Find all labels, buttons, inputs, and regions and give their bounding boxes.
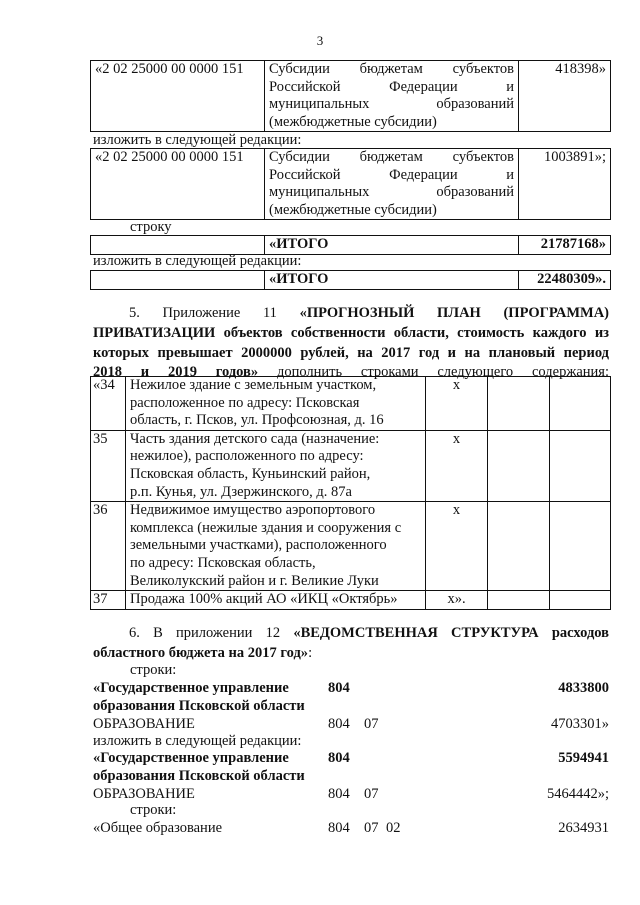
description-line: р.п. Кунья, ул. Дзержинского, д. 87а — [130, 483, 352, 500]
general-education-section: 07 — [364, 820, 379, 836]
dept-code: 804 — [328, 680, 350, 696]
total-new-table — [90, 270, 611, 290]
section-amount: 5464442»; — [546, 786, 609, 802]
general-education-amount: 2634931 — [558, 820, 609, 836]
item5-line: которых превышает 2000000 рублей, на 2017 год и на плановый период — [93, 344, 609, 361]
description-line: Часть здания детского сада (назначение: — [130, 430, 380, 447]
description-line: комплекса (нежилые здания и сооружения с — [130, 519, 402, 536]
row-number: 36 — [91, 502, 126, 591]
desc-line: Российской Федерации и — [269, 166, 514, 183]
section-number: 07 — [364, 716, 379, 732]
object-description — [126, 591, 426, 610]
desc-line: (межбюджетные субсидии) — [269, 113, 437, 130]
section-name: ОБРАЗОВАНИЕ — [93, 716, 195, 732]
dept-code: 804 — [328, 750, 350, 766]
privatization-row — [91, 502, 611, 591]
description-line: по адресу: Псковская область, — [130, 554, 316, 571]
item6-text: 6. В приложении 12 — [129, 625, 294, 641]
description-line: Великолукский район и г. Великие Луки — [130, 572, 379, 589]
rows-label: строки: — [130, 662, 177, 678]
description-line: нежилое), расположенного по адресу: — [130, 448, 364, 465]
item5-text: 5. Приложение 11 — [129, 305, 300, 321]
desc-line: Российской Федерации и — [269, 78, 514, 95]
budget-description — [265, 149, 519, 220]
dept-name: образования Псковской области — [93, 768, 305, 784]
item5-text: объектов собственности области, стоимость каждого из — [215, 324, 609, 341]
new-edition-phrase: изложить в следующей редакции: — [93, 733, 302, 749]
privatization-row — [91, 591, 611, 610]
section-code: 804 — [328, 716, 350, 732]
item6-text: расходов — [538, 625, 609, 641]
empty-cell — [550, 591, 611, 610]
mark-cell: х — [426, 502, 488, 591]
item5-title: «ПРОГНОЗНЫЙ ПЛАН (ПРОГРАММА) — [299, 305, 609, 321]
budget-amount: 418398» — [519, 61, 611, 132]
privatization-row — [91, 377, 611, 431]
empty-cell — [488, 591, 550, 610]
dept-name: «Государственное управление — [93, 680, 289, 696]
page-number: 3 — [316, 33, 324, 48]
empty-cell — [488, 502, 550, 591]
section-code: 804 — [328, 786, 350, 802]
item5-title: 2018 и 2019 годов» — [93, 364, 259, 381]
empty-cell — [550, 502, 611, 591]
item6-paragraph — [93, 624, 609, 664]
item5-text: дополнить строками следующего содержания: — [258, 364, 609, 381]
item6-title: «ВЕДОМСТВЕННАЯ СТРУКТУРА — [293, 625, 539, 641]
general-education-code: 804 — [328, 820, 350, 836]
description-line: Недвижимое имущество аэропортового — [130, 502, 376, 519]
privatization-row — [91, 430, 611, 501]
section-number: 07 — [364, 786, 379, 802]
desc-line: Субсидии бюджетам субъектов — [269, 149, 514, 165]
subsidy-new-table — [90, 148, 611, 220]
section-amount: 4703301» — [551, 716, 609, 732]
total-amount: 21787168» — [519, 236, 611, 255]
new-edition-phrase: изложить в следующей редакции: — [93, 132, 302, 148]
total-label: «ИТОГО — [265, 236, 519, 255]
empty-cell — [550, 430, 611, 501]
dept-amount: 5594941 — [558, 750, 609, 766]
rows-label: строки: — [130, 802, 177, 818]
item6-line — [93, 624, 609, 644]
description-line: Нежилое здание с земельным участком, — [130, 377, 377, 393]
privatization-table — [90, 376, 611, 610]
empty-cell — [550, 377, 611, 431]
total-label: «ИТОГО — [265, 271, 519, 290]
description-line: область, г. Псков, ул. Профсоюзная, д. 16 — [130, 412, 384, 429]
item5-line — [93, 324, 609, 344]
row-phrase: строку — [130, 219, 172, 235]
subsidy-old-table — [90, 60, 611, 132]
mark-cell: х — [426, 377, 488, 431]
description-line: земельными участками), расположенного — [130, 537, 387, 554]
section-name: ОБРАЗОВАНИЕ — [93, 786, 195, 802]
dept-amount: 4833800 — [558, 680, 609, 696]
item6-text: : — [308, 644, 313, 661]
total-empty-cell — [91, 271, 265, 290]
mark-cell: х». — [426, 591, 488, 610]
desc-line: Субсидии бюджетам субъектов — [269, 61, 514, 77]
object-description — [126, 377, 426, 431]
new-edition-phrase: изложить в следующей редакции: — [93, 253, 302, 269]
item5-title: ПРИВАТИЗАЦИИ — [93, 324, 216, 341]
item6-title: областного бюджета на 2017 год» — [93, 644, 309, 661]
description-line: Продажа 100% акций АО «ИКЦ «Октябрь» — [130, 591, 398, 608]
dept-name: «Государственное управление — [93, 750, 289, 766]
item5-paragraph — [93, 304, 609, 383]
empty-cell — [488, 430, 550, 501]
budget-code: «2 02 25000 00 0000 151 — [91, 149, 265, 220]
total-amount: 22480309». — [519, 271, 611, 290]
row-number: 35 — [91, 430, 126, 501]
budget-description — [265, 61, 519, 132]
desc-line: муниципальных образований — [269, 96, 514, 113]
dept-name: образования Псковской области — [93, 698, 305, 714]
row-number: «34 — [91, 377, 126, 431]
item5-line — [93, 304, 609, 324]
general-education-label: «Общее образование — [93, 820, 223, 836]
budget-amount: 1003891»; — [519, 149, 611, 220]
desc-line: (межбюджетные субсидии) — [269, 201, 437, 218]
mark-cell: х — [426, 430, 488, 501]
desc-line: муниципальных образований — [269, 184, 514, 201]
object-description — [126, 502, 426, 591]
description-line: Псковская область, Куньинский район, — [130, 465, 371, 482]
budget-code: «2 02 25000 00 0000 151 — [91, 61, 265, 132]
empty-cell — [488, 377, 550, 431]
description-line: расположенное по адресу: Псковская — [130, 394, 360, 411]
object-description — [126, 430, 426, 501]
row-number: 37 — [91, 591, 126, 610]
general-education-subsection: 02 — [386, 820, 401, 836]
